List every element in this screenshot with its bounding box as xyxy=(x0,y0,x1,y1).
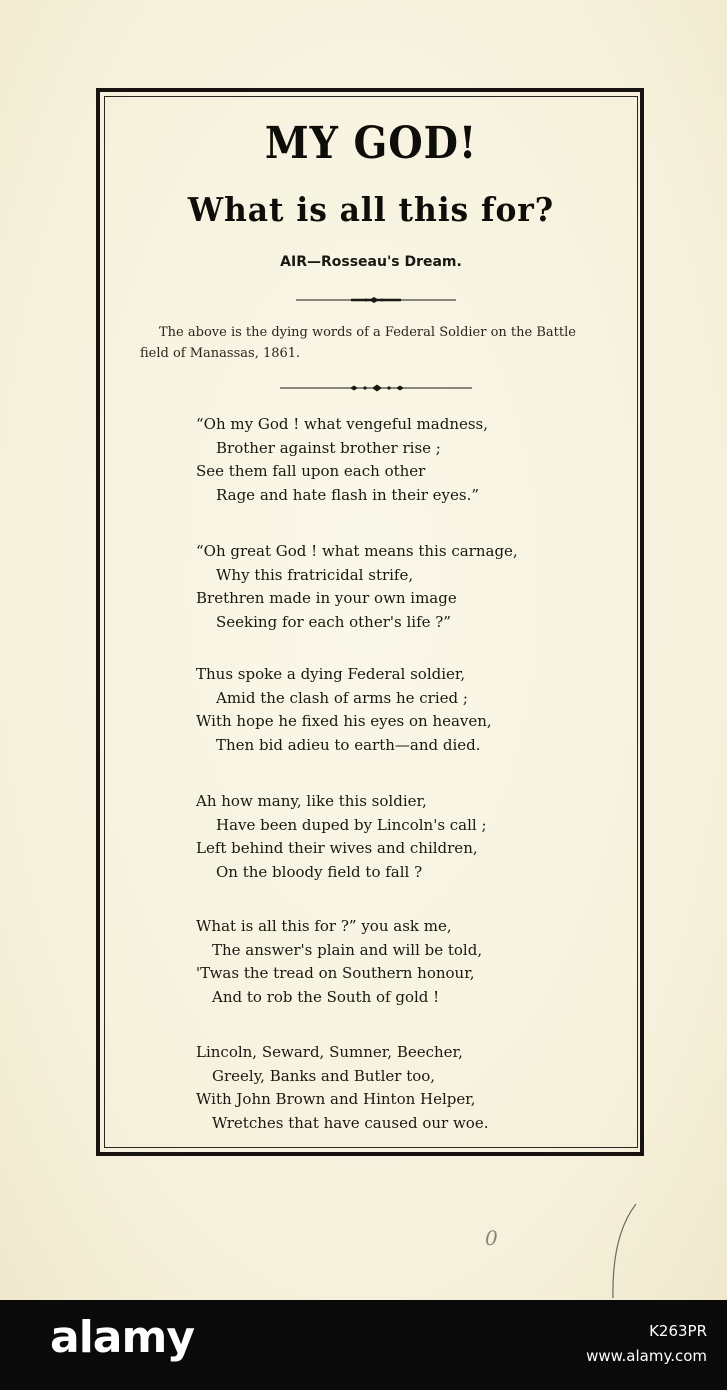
verse-line: Seeking for each other's life ?” xyxy=(216,612,451,631)
stanza-6 xyxy=(196,1041,576,1135)
watermark-site: www.alamy.com xyxy=(586,1347,707,1365)
stanza-4 xyxy=(196,790,576,884)
verse-line: See them fall upon each other xyxy=(196,462,426,480)
verse-line: “Oh great God ! what means this carnage, xyxy=(196,542,518,560)
broadside-subtitle: What is all this for? xyxy=(187,190,555,229)
verse-line: Rage and hate flash in their eyes.” xyxy=(216,485,480,504)
margin-pencil-zero: 0 xyxy=(485,1226,498,1250)
verse-line: Left behind their wives and children, xyxy=(196,839,478,857)
verse-line: Greely, Banks and Butler too, xyxy=(212,1066,436,1085)
verse-line: What is all this for ?” you ask me, xyxy=(196,917,452,935)
ornament-divider-top xyxy=(296,294,456,306)
verse-line: The answer's plain and will be told, xyxy=(212,940,483,959)
intro-note xyxy=(140,322,620,364)
verse-line: Brother against brother rise ; xyxy=(216,438,441,457)
verse-line: With John Brown and Hinton Helper, xyxy=(196,1090,476,1108)
verse-line: “Oh my God ! what vengeful madness, xyxy=(196,415,489,433)
air-tune-line: AIR—Rosseau's Dream. xyxy=(280,254,462,270)
verse-line: And to rob the South of gold ! xyxy=(212,987,440,1006)
pencil-stroke-mark xyxy=(600,1200,640,1300)
watermark-logo: alamy xyxy=(50,1312,194,1363)
verse-line: Brethren made in your own image xyxy=(196,589,457,607)
stanza-5 xyxy=(196,915,576,1009)
verse-line: Then bid adieu to earth—and died. xyxy=(216,735,481,754)
verse-line: Why this fratricidal strife, xyxy=(216,565,414,584)
watermark-image-id: K263PR xyxy=(649,1322,707,1340)
verse-line: On the bloody field to fall ? xyxy=(216,862,423,881)
intro-line-1: The above is the dying words of a Federal Soldier on the Battle xyxy=(159,325,576,340)
verse-line: 'Twas the tread on Southern honour, xyxy=(196,964,475,982)
stanza-1 xyxy=(196,413,576,507)
verse-line: Ah how many, like this soldier, xyxy=(196,792,427,810)
verse-line: Amid the clash of arms he cried ; xyxy=(216,688,468,707)
verse-line: With hope he fixed his eyes on heaven, xyxy=(196,712,492,730)
verse-line: Wretches that have caused our woe. xyxy=(212,1113,489,1132)
ornament-divider-bottom xyxy=(280,382,472,394)
intro-line-2: field of Manassas, 1861. xyxy=(140,346,301,361)
broadside-title: MY GOD! xyxy=(264,118,478,169)
verse-line: Thus spoke a dying Federal soldier, xyxy=(196,665,466,683)
verse-line: Lincoln, Seward, Sumner, Beecher, xyxy=(196,1043,463,1061)
stanza-2 xyxy=(196,540,576,634)
verse-line: Have been duped by Lincoln's call ; xyxy=(216,815,487,834)
stanza-3 xyxy=(196,663,576,757)
